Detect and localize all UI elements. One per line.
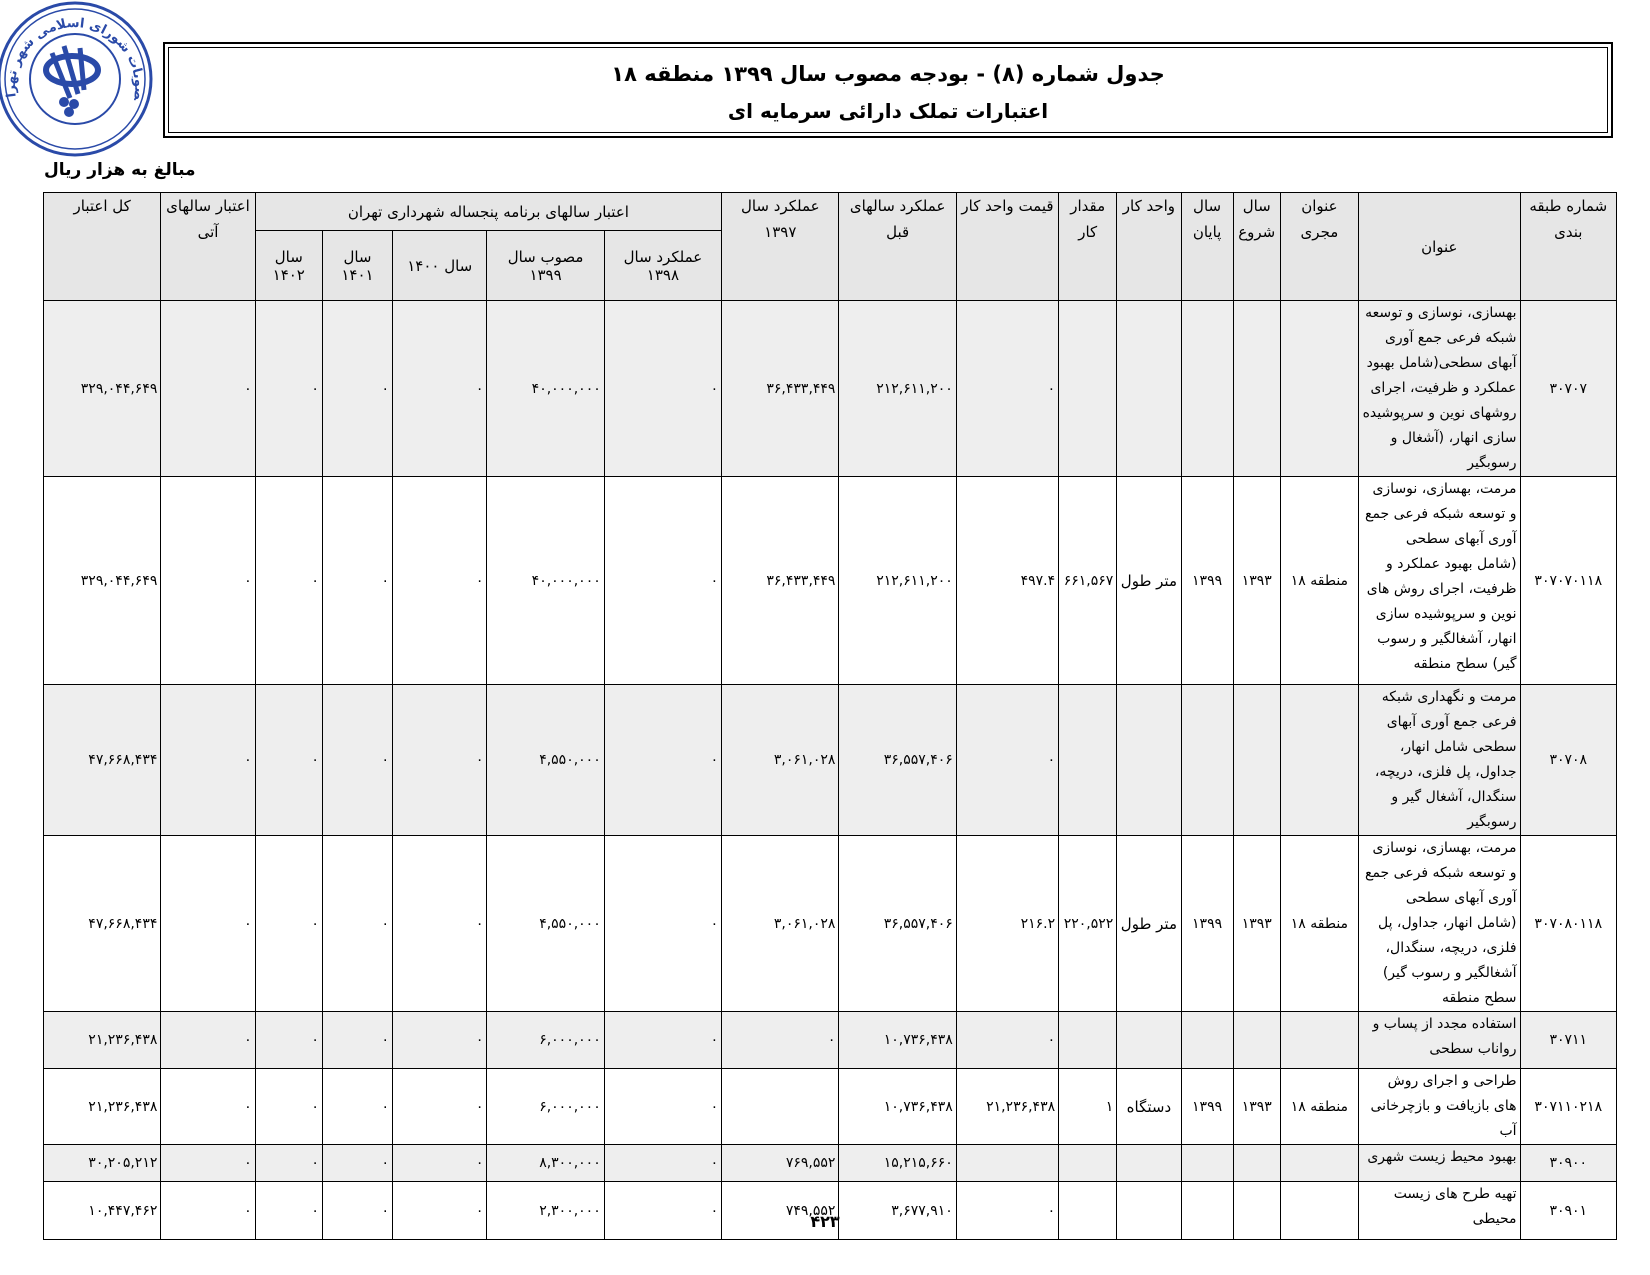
cell-start: ۱۳۹۳ — [1233, 1069, 1280, 1145]
cell-code: ۳۰۷۱۱ — [1520, 1012, 1616, 1069]
cell-y1400: ۰ — [393, 1012, 487, 1069]
cell-y1402: ۰ — [255, 1069, 322, 1145]
cell-y1400: ۰ — [393, 301, 487, 477]
cell-y1401: ۰ — [322, 1069, 392, 1145]
cell-y1402: ۰ — [255, 1182, 322, 1240]
cell-prev: ۳,۶۷۷,۹۱۰ — [839, 1182, 956, 1240]
cell-y1402: ۰ — [255, 1012, 322, 1069]
col-unit: واحد کار — [1117, 193, 1181, 301]
col-end: سال پایان — [1181, 193, 1233, 301]
cell-code: ۳۰۷۱۱۰۲۱۸ — [1520, 1069, 1616, 1145]
cell-prev: ۲۱۲,۶۱۱,۲۰۰ — [839, 301, 956, 477]
cell-prev: ۱۵,۲۱۵,۶۶۰ — [839, 1145, 956, 1182]
cell-y1398: ۰ — [604, 1069, 721, 1145]
cell-unit — [1117, 1145, 1181, 1182]
cell-y1402: ۰ — [255, 1145, 322, 1182]
page-subtitle: اعتبارات تملک دارائی سرمایه ای — [727, 99, 1049, 123]
cell-end — [1181, 301, 1233, 477]
title-box — [163, 42, 1613, 138]
cell-qty — [1059, 1145, 1117, 1182]
cell-qty — [1059, 301, 1117, 477]
cell-y1402: ۰ — [255, 685, 322, 836]
table-row — [44, 685, 1617, 836]
cell-future: ۰ — [161, 1182, 255, 1240]
cell-y1401: ۰ — [322, 836, 392, 1012]
cell-code: ۳۰۷۰۷۰۱۱۸ — [1520, 477, 1616, 685]
cell-y1401: ۰ — [322, 1182, 392, 1240]
col-unit-price: قیمت واحد کار — [956, 193, 1058, 301]
cell-exec: منطقه ۱۸ — [1280, 477, 1358, 685]
cell-exec: منطقه ۱۸ — [1280, 836, 1358, 1012]
cell-total: ۳۲۹,۰۴۴,۶۴۹ — [44, 477, 161, 685]
cell-y1399: ۴۰,۰۰۰,۰۰۰ — [487, 301, 604, 477]
cell-y1397: ۰ — [722, 1012, 839, 1069]
cell-future: ۰ — [161, 477, 255, 685]
cell-title: استفاده مجدد از پساب و رواناب سطحی — [1359, 1012, 1521, 1069]
cell-y1398: ۰ — [604, 301, 721, 477]
cell-y1399: ۴,۵۵۰,۰۰۰ — [487, 685, 604, 836]
col-1399: مصوب سال ۱۳۹۹ — [487, 231, 604, 301]
cell-unit — [1117, 1012, 1181, 1069]
cell-title: بهسازی، نوسازی و توسعه شبکه فرعی جمع آوری آبهای سطحی(شامل بهبود عملکرد و ظرفیت، اجرای روشهای نوین و سرپوشیده سازی انهار، (آشغال و رسوبگیر — [1359, 301, 1521, 477]
table-row — [44, 836, 1617, 1012]
cell-y1400: ۰ — [393, 836, 487, 1012]
cell-exec — [1280, 1145, 1358, 1182]
cell-qty: ۶۶۱,۵۶۷ — [1059, 477, 1117, 685]
cell-total: ۳۰,۲۰۵,۲۱۲ — [44, 1145, 161, 1182]
cell-start — [1233, 685, 1280, 836]
cell-y1398: ۰ — [604, 1182, 721, 1240]
cell-unit: دستگاه — [1117, 1069, 1181, 1145]
col-start: سال شروع — [1233, 193, 1280, 301]
cell-start — [1233, 1145, 1280, 1182]
cell-future: ۰ — [161, 1012, 255, 1069]
col-future: اعتبار سالهای آتی — [161, 193, 255, 301]
cell-qty — [1059, 685, 1117, 836]
col-qty: مقدار کار — [1059, 193, 1117, 301]
cell-y1397: ۳۶,۴۳۳,۴۴۹ — [722, 301, 839, 477]
cell-y1397: ۷۴۹,۵۵۲ — [722, 1182, 839, 1240]
budget-table — [43, 192, 1617, 1240]
cell-total: ۱۰,۴۴۷,۴۶۲ — [44, 1182, 161, 1240]
cell-future: ۰ — [161, 1145, 255, 1182]
cell-price: ۴۹۷.۴ — [956, 477, 1058, 685]
page-number: ۴۲۳ — [810, 1212, 840, 1231]
table-row — [44, 1069, 1617, 1145]
cell-title: تهیه طرح های زیست محیطی — [1359, 1182, 1521, 1240]
cell-future: ۰ — [161, 301, 255, 477]
cell-unit — [1117, 685, 1181, 836]
cell-future: ۰ — [161, 836, 255, 1012]
cell-y1397 — [722, 1069, 839, 1145]
cell-title: طراحی و اجرای روش های بازیافت و بازچرخانی آب — [1359, 1069, 1521, 1145]
cell-future: ۰ — [161, 685, 255, 836]
col-title: عنوان — [1359, 193, 1521, 301]
cell-end: ۱۳۹۹ — [1181, 477, 1233, 685]
cell-y1402: ۰ — [255, 836, 322, 1012]
cell-code: ۳۰۷۰۸ — [1520, 685, 1616, 836]
col-total: کل اعتبار — [44, 193, 161, 301]
col-1400: سال ۱۴۰۰ — [393, 231, 487, 301]
cell-end — [1181, 1145, 1233, 1182]
cell-prev: ۳۶,۵۵۷,۴۰۶ — [839, 685, 956, 836]
cell-y1402: ۰ — [255, 301, 322, 477]
cell-unit: متر طول — [1117, 477, 1181, 685]
cell-title: مرمت و نگهداری شبکه فرعی جمع آوری آبهای سطحی شامل انهار، جداول، پل فلزی، دریچه، سنگدال، آشغال گیر و رسوبگیر — [1359, 685, 1521, 836]
cell-price: ۲۱,۲۳۶,۴۳۸ — [956, 1069, 1058, 1145]
cell-y1399: ۸,۳۰۰,۰۰۰ — [487, 1145, 604, 1182]
cell-unit — [1117, 301, 1181, 477]
col-code: شماره طبقه بندی — [1520, 193, 1616, 301]
cell-qty — [1059, 1012, 1117, 1069]
table-row — [44, 477, 1617, 685]
table-row — [44, 301, 1617, 477]
cell-y1398: ۰ — [604, 836, 721, 1012]
cell-y1397: ۳۶,۴۳۳,۴۴۹ — [722, 477, 839, 685]
cell-y1398: ۰ — [604, 477, 721, 685]
table-row — [44, 1012, 1617, 1069]
cell-prev: ۲۱۲,۶۱۱,۲۰۰ — [839, 477, 956, 685]
cell-y1399: ۴۰,۰۰۰,۰۰۰ — [487, 477, 604, 685]
cell-y1397: ۷۶۹,۵۵۲ — [722, 1145, 839, 1182]
cell-code: ۳۰۷۰۷ — [1520, 301, 1616, 477]
cell-y1399: ۴,۵۵۰,۰۰۰ — [487, 836, 604, 1012]
cell-prev: ۱۰,۷۳۶,۴۳۸ — [839, 1012, 956, 1069]
cell-start — [1233, 301, 1280, 477]
cell-y1400: ۰ — [393, 477, 487, 685]
cell-future: ۰ — [161, 1069, 255, 1145]
cell-total: ۴۷,۶۶۸,۴۳۴ — [44, 685, 161, 836]
cell-unit: متر طول — [1117, 836, 1181, 1012]
cell-price: ۰ — [956, 1182, 1058, 1240]
col-plan-group: اعتبار سالهای برنامه پنجساله شهرداری تهران — [255, 193, 721, 231]
cell-total: ۲۱,۲۳۶,۴۳۸ — [44, 1012, 161, 1069]
cell-y1401: ۰ — [322, 1012, 392, 1069]
cell-y1399: ۶,۰۰۰,۰۰۰ — [487, 1069, 604, 1145]
cell-title: بهبود محیط زیست شهری — [1359, 1145, 1521, 1182]
cell-y1399: ۶,۰۰۰,۰۰۰ — [487, 1012, 604, 1069]
cell-y1401: ۰ — [322, 685, 392, 836]
cell-prev: ۱۰,۷۳۶,۴۳۸ — [839, 1069, 956, 1145]
cell-qty: ۲۲۰,۵۲۲ — [1059, 836, 1117, 1012]
col-prev: عملکرد سالهای قبل — [839, 193, 956, 301]
cell-start — [1233, 1012, 1280, 1069]
cell-y1399: ۲,۳۰۰,۰۰۰ — [487, 1182, 604, 1240]
cell-code: ۳۰۹۰۰ — [1520, 1145, 1616, 1182]
cell-y1401: ۰ — [322, 1145, 392, 1182]
cell-y1402: ۰ — [255, 477, 322, 685]
cell-end — [1181, 1012, 1233, 1069]
cell-y1398: ۰ — [604, 1012, 721, 1069]
cell-end — [1181, 685, 1233, 836]
page-title: جدول شماره (۸) - بودجه مصوب سال ۱۳۹۹ منطقه ۱۸ — [611, 62, 1165, 86]
col-1398: عملکرد سال ۱۳۹۸ — [604, 231, 721, 301]
svg-text:مصوبات شورای اسلامی شهر تهران: صوبات شورای اسلامی شهر تهرا — [3, 15, 147, 102]
cell-exec: منطقه ۱۸ — [1280, 1069, 1358, 1145]
cell-y1400: ۰ — [393, 1182, 487, 1240]
units-note: مبالغ به هزار ریال — [44, 160, 196, 180]
cell-y1401: ۰ — [322, 301, 392, 477]
cell-code: ۳۰۹۰۱ — [1520, 1182, 1616, 1240]
col-1401: سال ۱۴۰۱ — [322, 231, 392, 301]
col-1402: سال ۱۴۰۲ — [255, 231, 322, 301]
cell-end: ۱۳۹۹ — [1181, 836, 1233, 1012]
table-row — [44, 1145, 1617, 1182]
cell-price: ۰ — [956, 685, 1058, 836]
cell-price: ۰ — [956, 1012, 1058, 1069]
col-exec: عنوان مجری — [1280, 193, 1358, 301]
cell-start: ۱۳۹۳ — [1233, 477, 1280, 685]
cell-y1400: ۰ — [393, 1145, 487, 1182]
cell-y1397: ۳,۰۶۱,۰۲۸ — [722, 836, 839, 1012]
cell-title: مرمت، بهسازی، نوسازی و توسعه شبکه فرعی جمع آوری آبهای سطحی (شامل بهبود عملکرد و ظرفیت، اجرای روش های نوین و سرپوشیده سازی انهار، آشغالگیر و رسوب گیر) سطح منطقه — [1359, 477, 1521, 685]
cell-total: ۴۷,۶۶۸,۴۳۴ — [44, 836, 161, 1012]
cell-end: ۱۳۹۹ — [1181, 1069, 1233, 1145]
cell-total: ۳۲۹,۰۴۴,۶۴۹ — [44, 301, 161, 477]
cell-y1401: ۰ — [322, 477, 392, 685]
cell-title: مرمت، بهسازی، نوسازی و توسعه شبکه فرعی جمع آوری آبهای سطحی (شامل انهار، جداول، پل فلزی، دریچه، سنگدال، آشغالگیر و رسوب گیر) سطح منطقه — [1359, 836, 1521, 1012]
cell-exec — [1280, 1012, 1358, 1069]
cell-y1400: ۰ — [393, 1069, 487, 1145]
cell-price — [956, 1145, 1058, 1182]
cell-price: ۰ — [956, 301, 1058, 477]
cell-y1398: ۰ — [604, 685, 721, 836]
cell-qty: ۱ — [1059, 1069, 1117, 1145]
cell-start: ۱۳۹۳ — [1233, 836, 1280, 1012]
cell-y1400: ۰ — [393, 685, 487, 836]
cell-exec — [1280, 685, 1358, 836]
cell-exec — [1280, 301, 1358, 477]
cell-y1397: ۳,۰۶۱,۰۲۸ — [722, 685, 839, 836]
col-1397: عملکرد سال ۱۳۹۷ — [722, 193, 839, 301]
cell-prev: ۳۶,۵۵۷,۴۰۶ — [839, 836, 956, 1012]
cell-price: ۲۱۶.۲ — [956, 836, 1058, 1012]
cell-total: ۲۱,۲۳۶,۴۳۸ — [44, 1069, 161, 1145]
council-seal-logo — [0, 0, 156, 160]
cell-y1398: ۰ — [604, 1145, 721, 1182]
cell-code: ۳۰۷۰۸۰۱۱۸ — [1520, 836, 1616, 1012]
